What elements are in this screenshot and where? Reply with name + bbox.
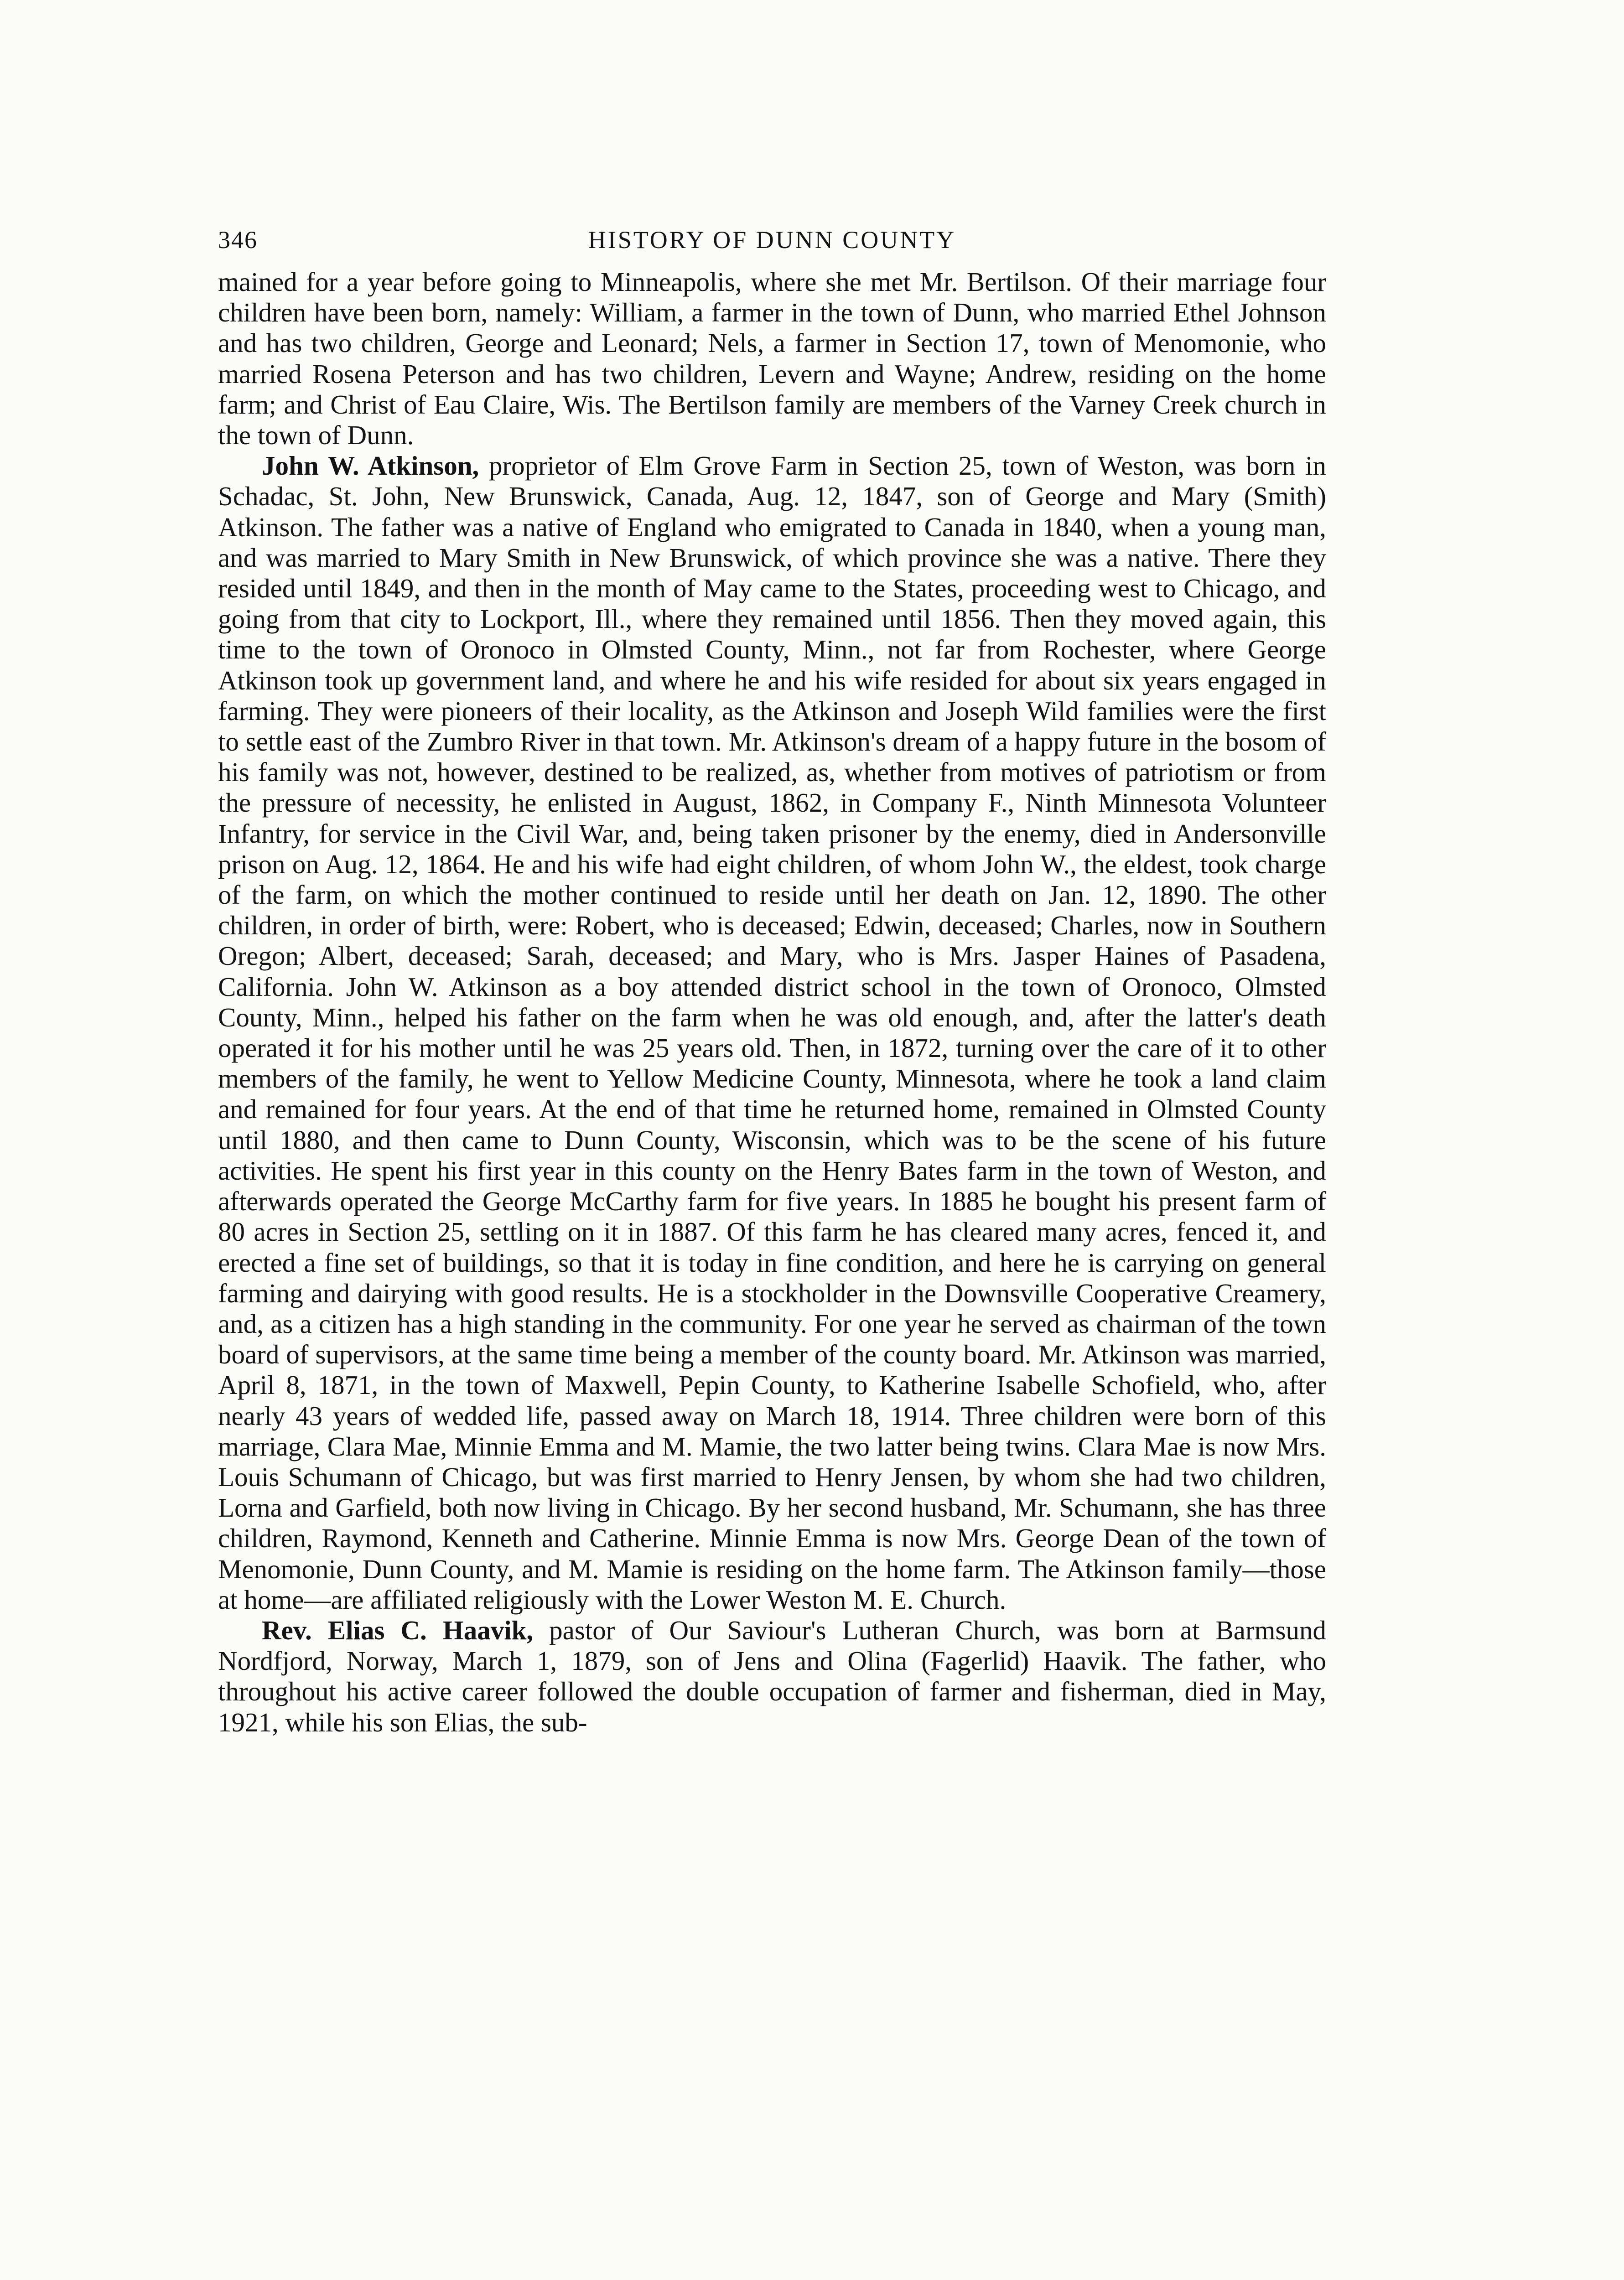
- paragraph-subject-name: Rev. Elias C. Haavik,: [262, 1615, 534, 1645]
- paragraph-text: mained for a year before going to Minneapolis, where she met Mr. Bertilson. Of their marriage four children have been born, namely: William, a farmer in the town of Dunn, who married Ethel Johnson and has two children, George and Leonard; Nels, a farmer in Section 17, town of Menomonie, who married Rosena Peterson and has two children, Levern and Wayne; Andrew, residing on the home farm; and Christ of Eau Claire, Wis. The Bertilson family are members of the Varney Creek church in the town of Dunn.: [218, 267, 1326, 451]
- paragraph-subject-name: John W. Atkinson,: [262, 451, 479, 481]
- paragraph-haavik: [218, 1615, 1326, 1738]
- paragraph-text: pastor of Our Saviour's Lutheran Church, was born at Barmsund Nordfjord, Norway, March 1, 1879, son of Jens and Olina (Fagerlid) Haavik. The father, who throughout his active career followed the double occupation of farmer and fisherman, died in May, 1921, while his son Elias, the sub-: [218, 1615, 1326, 1737]
- paragraph-bertilson: [218, 267, 1326, 451]
- running-head: [218, 226, 1326, 262]
- running-title: HISTORY OF DUNN COUNTY: [588, 226, 956, 254]
- paragraph-atkinson: [218, 451, 1326, 1615]
- paragraph-text: proprietor of Elm Grove Farm in Section 25, town of Weston, was born in Schadac, St. John, New Brunswick, Canada, Aug. 12, 1847, son of George and Mary (Smith) Atkinson. The father was a native of England who emigrated to Canada in 1840, when a young man, and was married to Mary Smith in New Brunswick, of which province she was a native. There they resided until 1849, and then in the month of May came to the States, proceeding west to Chicago, and going from that city to Lockport, Ill., where they remained until 1856. Then they moved again, this time to the town of Oronoco in Olmsted County, Minn., not far from Rochester, where George Atkinson took up government land, and where he and his wife resided for about six years engaged in farming. They were pioneers of their locality, as the Atkinson and Joseph Wild families were the first to settle east of the Zumbro River in that town. Mr. Atkinson's dream of a happy future in the bosom of his family was not, however, destined to be realized, as, whether from motives of patriotism or from the pressure of necessity, he enlisted in August, 1862, in Company F., Ninth Minnesota Volunteer Infantry, for service in the Civil War, and, being taken prisoner by the enemy, died in Andersonville prison on Aug. 12, 1864. He and his wife had eight children, of whom John W., the eldest, took charge of the farm, on which the mother continued to reside until her death on Jan. 12, 1890. The other children, in order of birth, were: Robert, who is deceased; Edwin, deceased; Charles, now in Southern Oregon; Albert, deceased; Sarah, deceased; and Mary, who is Mrs. Jasper Haines of Pasadena, California. John W. Atkinson as a boy attended district school in the town of Oronoco, Olmsted County, Minn., helped his father on the farm when he was old enough, and, after the latter's death operated it for his mother until he was 25 years old. Then, in 1872, turning over the care of it to other members of the family, he went to Yellow Medicine County, Minnesota, where he took a land claim and remained for four years. At the end of that time he returned home, remained in Olmsted County until 1880, and then came to Dunn County, Wisconsin, which was to be the scene of his future activities. He spent his first year in this county on the Henry Bates farm in the town of Weston, and afterwards operated the George McCarthy farm for five years. In 1885 he bought his present farm of 80 acres in Section 25, settling on it in 1887. Of this farm he has cleared many acres, fenced it, and erected a fine set of buildings, so that it is today in fine condition, and here he is carrying on general farming and dairying with good results. He is a stockholder in the Downsville Cooperative Creamery, and, as a citizen has a high standing in the community. For one year he served as chairman of the town board of supervisors, at the same time being a member of the county board. Mr. Atkinson was married, April 8, 1871, in the town of Maxwell, Pepin County, to Katherine Isabelle Schofield, who, after nearly 43 years of wedded life, passed away on March 18, 1914. Three children were born of this marriage, Clara Mae, Minnie Emma and M. Mamie, the two latter being twins. Clara Mae is now Mrs. Louis Schumann of Chicago, but was first married to Henry Jensen, by whom she had two children, Lorna and Garfield, both now living in Chicago. By her second husband, Mr. Schumann, she has three children, Raymond, Kenneth and Catherine. Minnie Emma is now Mrs. George Dean of the town of Menomonie, Dunn County, and M. Mamie is residing on the home farm. The Atkinson family—those at home—are affiliated religiously with the Lower Weston M. E. Church.: [218, 451, 1327, 1615]
- page-number: 346: [218, 226, 258, 254]
- body-text: [218, 267, 1326, 1738]
